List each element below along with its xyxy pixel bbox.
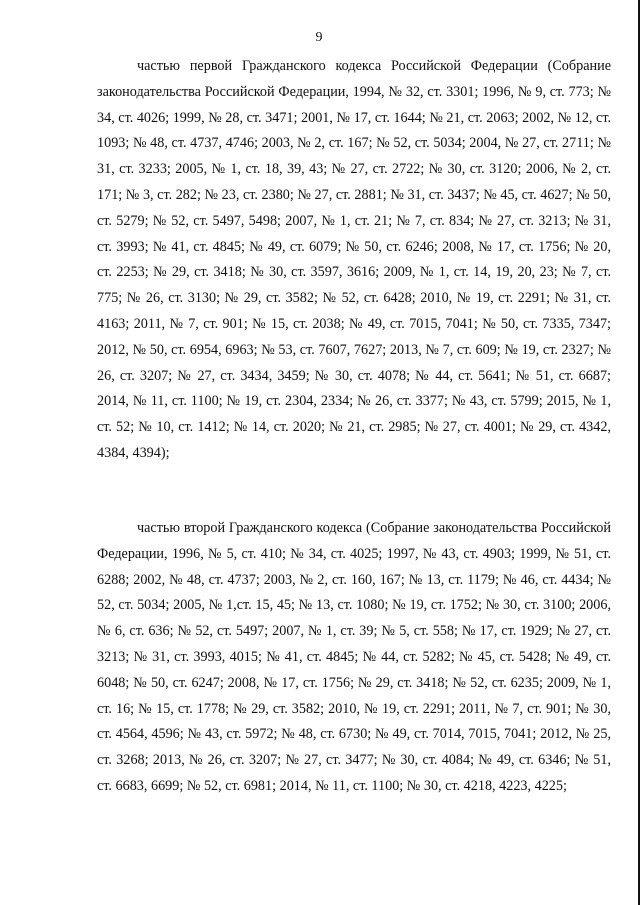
paragraph-civil-code-part-two <box>97 516 611 800</box>
paragraph-civil-code-part-one <box>97 54 611 467</box>
page-number: 9 <box>315 30 323 45</box>
paragraph-text: частью второй Гражданского кодекса (Собрание законодательства Российской Федерации, 1996, № 5, ст. 410; № 34, ст. 4025; 1997, № 43, ст. 4903; 1999, № 51, ст. 6288; 2002, № 48, ст. 4737; 2003, № 2, ст. 160, 167; № 13, ст. 1179; № 46, ст. 4434; № 52, ст. 5034; 2005, № 1,ст. 15, 45; № 13, ст. 1080; № 19, ст. 1752; № 30, ст. 3100; 2006, № 6, ст. 636; № 52, ст. 5497; 2007, № 1, ст. 39; № 5, ст. 558; № 17, ст. 1929; № 27, ст. 3213; № 31, ст. 3993, 4015; № 41, ст. 4845; № 44, ст. 5282; № 45, ст. 5428; № 49, ст. 6048; № 50, ст. 6247; 2008, № 17, ст. 1756; № 29, ст. 3418; № 52, ст. 6235; 2009, № 1, ст. 16; № 15, ст. 1778; № 29, ст. 3582; 2010, № 19, ст. 2291; 2011, № 7, ст. 901; № 30, ст. 4564, 4596; № 43, ст. 5972; № 48, ст. 6730; № 49, ст. 7014, 7015, 7041; 2012, № 25, ст. 3268; 2013, № 26, ст. 3207; № 27, ст. 3477; № 30, ст. 4084; № 49, ст. 6346; № 51, ст. 6683, 6699; № 52, ст. 6981; 2014, № 11, ст. 1100; № 30, ст. 4218, 4223, 4225; <box>97 520 611 794</box>
paragraph-text: частью первой Гражданского кодекса Российской Федерации (Собрание законодательства Российской Федерации, 1994, № 32, ст. 3301; 1996, № 9, ст. 773; № 34, ст. 4026; 1999, № 28, ст. 3471; 2001, № 17, ст. 1644; № 21, ст. 2063; 2002, № 12, ст. 1093; № 48, ст. 4737, 4746; 2003, № 2, ст. 167; № 52, ст. 5034; 2004, № 27, ст. 2711; № 31, ст. 3233; 2005, № 1, ст. 18, 39, 43; № 27, ст. 2722; № 30, ст. 3120; 2006, № 2, ст. 171; № 3, ст. 282; № 23, ст. 2380; № 27, ст. 2881; № 31, ст. 3437; № 45, ст. 4627; № 50, ст. 5279; № 52, ст. 5497, 5498; 2007, № 1, ст. 21; № 7, ст. 834; № 27, ст. 3213; № 31, ст. 3993; № 41, ст. 4845; № 49, ст. 6079; № 50, ст. 6246; 2008, № 17, ст. 1756; № 20, ст. 2253; № 29, ст. 3418; № 30, ст. 3597, 3616; 2009, № 1, ст. 14, 19, 20, 23; № 7, ст. 775; № 26, ст. 3130; № 29, ст. 3582; № 52, ст. 6428; 2010, № 19, ст. 2291; № 31, ст. 4163; 2011, № 7, ст. 901; № 15, ст. 2038; № 49, ст. 7015, 7041; № 50, ст. 7335, 7347; 2012, № 50, ст. 6954, 6963; № 53, ст. 7607, 7627; 2013, № 7, ст. 609; № 19, ст. 2327; № 26, ст. 3207; № 27, ст. 3434, 3459; № 30, ст. 4078; № 44, ст. 5641; № 51, ст. 6687; 2014, № 11, ст. 1100; № 19, ст. 2304, 2334; № 26, ст. 3377; № 43, ст. 5799; 2015, № 1, ст. 52; № 10, ст. 1412; № 14, ст. 2020; № 21, ст. 2985; № 27, ст. 4001; № 29, ст. 4342, 4384, 4394); <box>97 58 611 461</box>
